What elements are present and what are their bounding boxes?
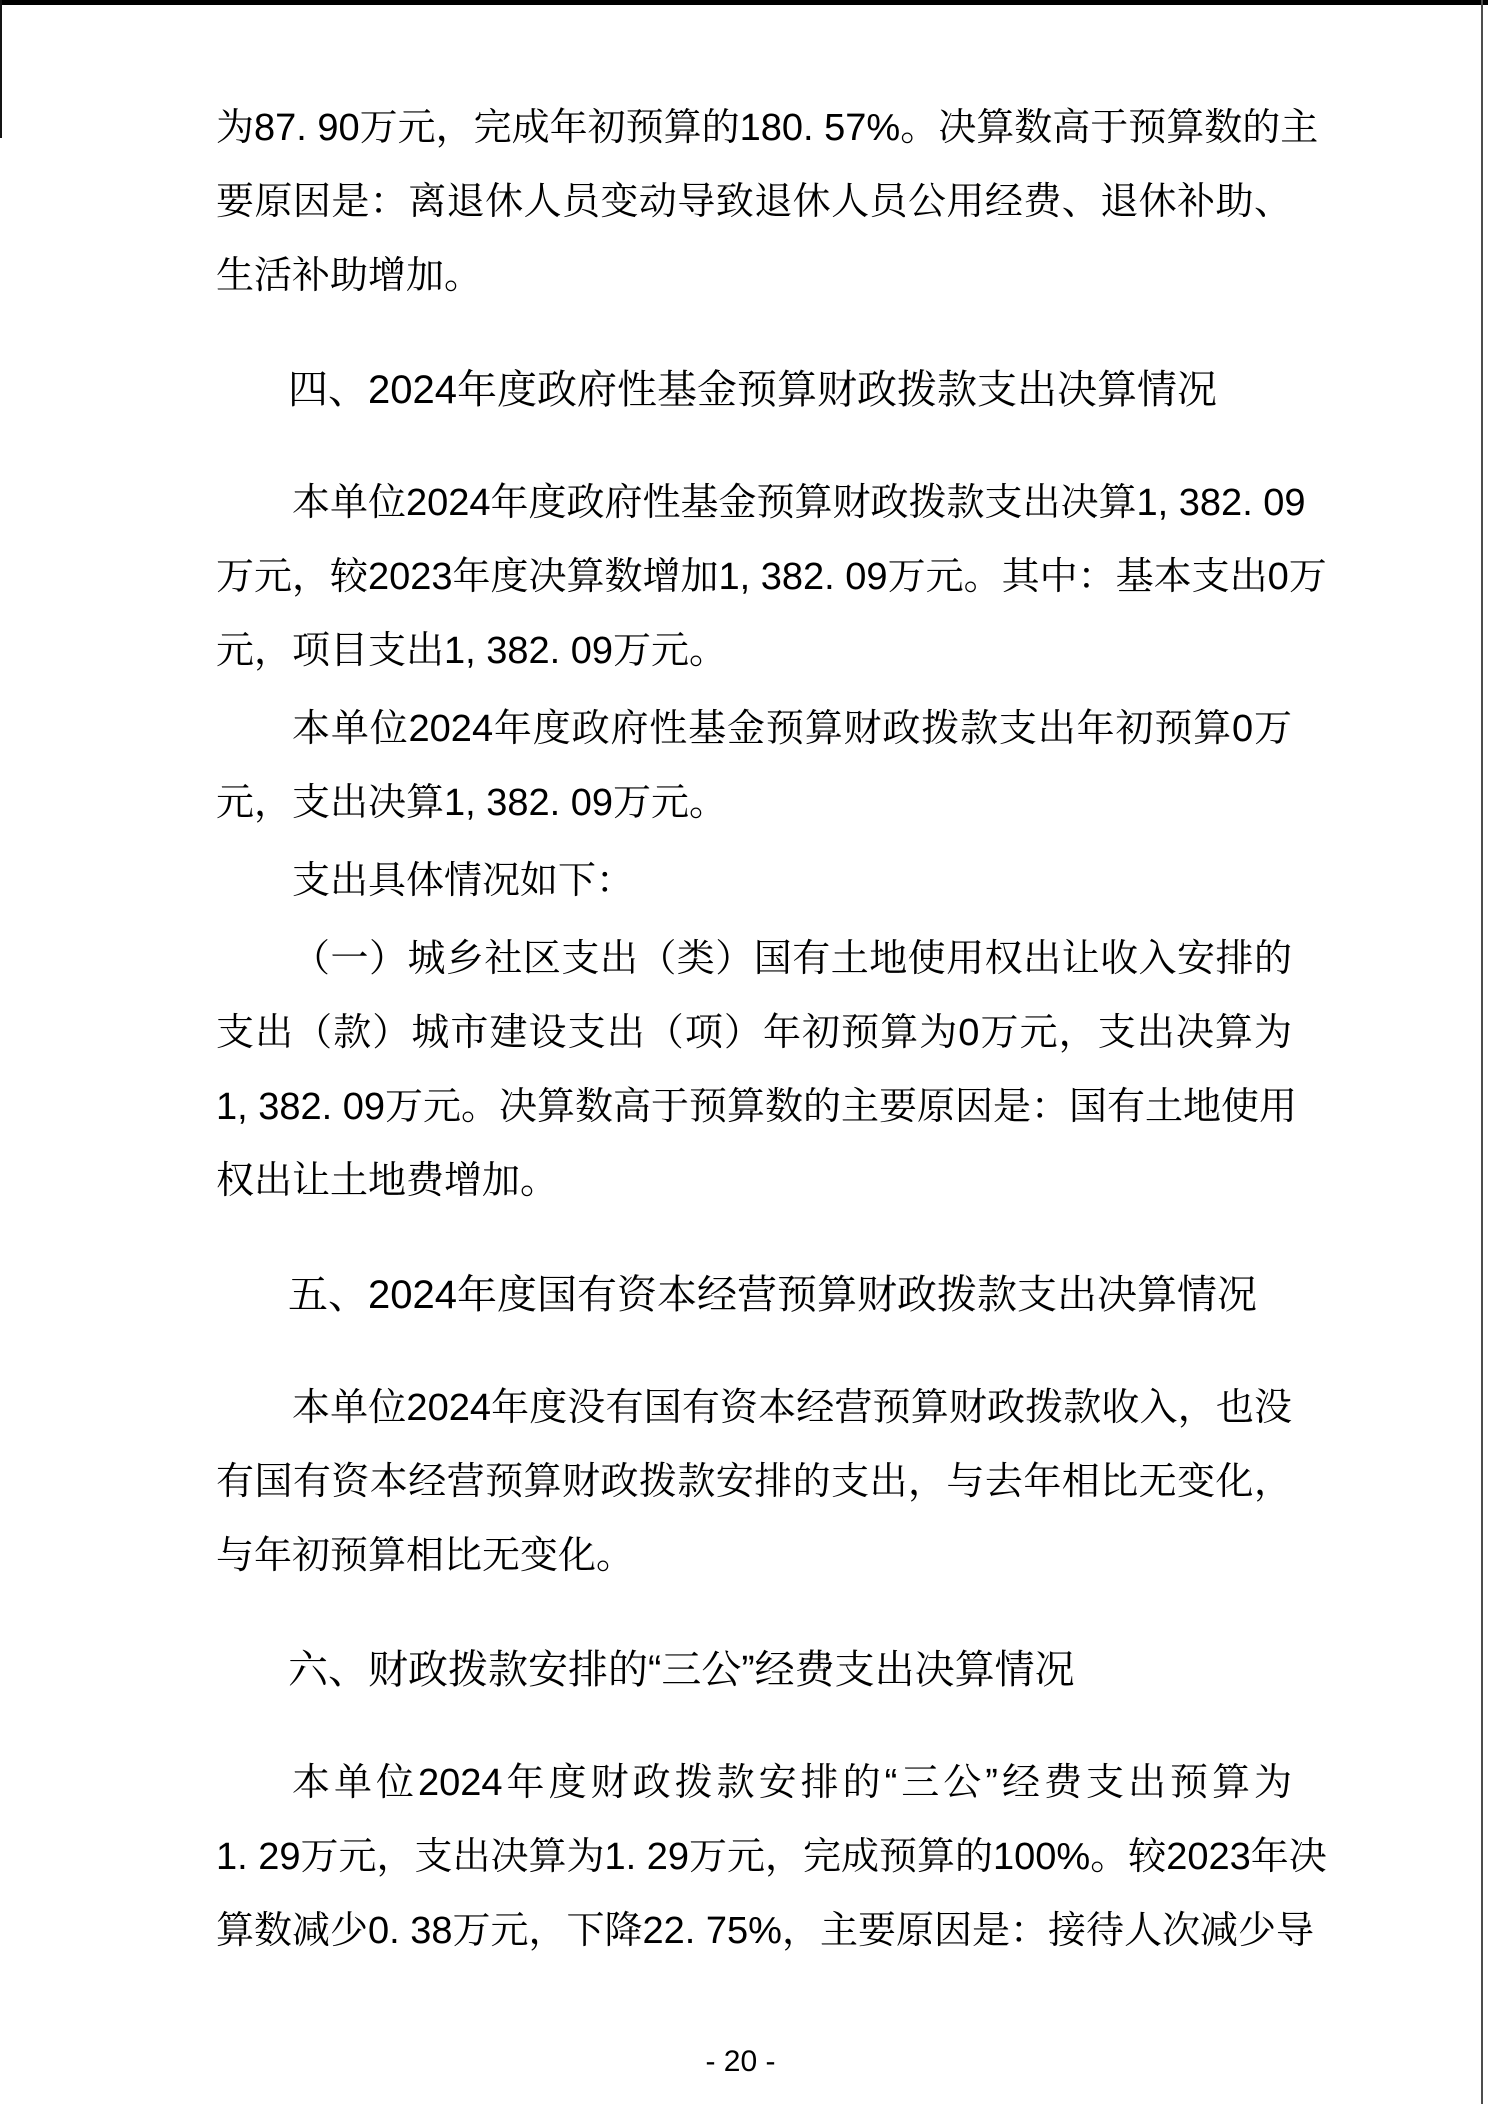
text-line: 本单位2024年度没有国有资本经营预算财政拨款收入，也没 bbox=[292, 1387, 1292, 1429]
text-line: 万元，较2023年度决算数增加1, 382. 09万元。其中：基本支出0万 bbox=[216, 556, 1327, 598]
text-line: （一）城乡社区支出（类）国有土地使用权出让收入安排的 bbox=[292, 938, 1292, 980]
text-line: 支出（款）城市建设支出（项）年初预算为0万元，支出决算为 bbox=[216, 1012, 1292, 1054]
section-heading-six: 六、财政拨款安排的“三公”经费支出决算情况 bbox=[288, 1648, 1075, 1692]
text-line: 与年初预算相比无变化。 bbox=[216, 1535, 635, 1577]
text-line: 元，项目支出1, 382. 09万元。 bbox=[216, 630, 728, 672]
scan-edge-left bbox=[0, 0, 2, 138]
text-line: 元，支出决算1, 382. 09万元。 bbox=[216, 782, 728, 824]
text-line: 要原因是：离退休人员变动导致退休人员公用经费、退休补助、 bbox=[216, 181, 1292, 223]
text-line: 本单位2024年度财政拨款安排的“三公”经费支出预算为 bbox=[292, 1762, 1292, 1804]
text-line: 本单位2024年度政府性基金预算财政拨款支出年初预算0万 bbox=[292, 708, 1292, 750]
paragraph bbox=[216, 692, 1292, 840]
paragraph bbox=[216, 91, 1319, 313]
page-number: - 20 - bbox=[705, 2045, 776, 2078]
text-line: 1. 29万元，支出决算为1. 29万元，完成预算的100%。较2023年决 bbox=[216, 1836, 1327, 1878]
section-heading-five: 五、2024年度国有资本经营预算财政拨款支出决算情况 bbox=[288, 1273, 1257, 1317]
text-line: 算数减少0. 38万元，下降22. 75%，主要原因是：接待人次减少导 bbox=[216, 1910, 1314, 1952]
paragraph bbox=[216, 466, 1327, 688]
paragraph bbox=[216, 1746, 1327, 1968]
paragraph bbox=[216, 1371, 1292, 1593]
text-line: 生活补助增加。 bbox=[216, 255, 483, 297]
section-heading-four: 四、2024年度政府性基金预算财政拨款支出决算情况 bbox=[288, 368, 1217, 412]
paragraph bbox=[216, 844, 1292, 918]
text-line: 支出具体情况如下： bbox=[292, 860, 635, 902]
paragraph bbox=[216, 922, 1298, 1218]
text-line: 本单位2024年度政府性基金预算财政拨款支出决算1, 382. 09 bbox=[292, 482, 1306, 524]
scan-edge-right bbox=[1481, 0, 1483, 2104]
text-line: 有国有资本经营预算财政拨款安排的支出，与去年相比无变化， bbox=[216, 1461, 1292, 1503]
document-content bbox=[216, 0, 1327, 1968]
text-line: 权出让土地费增加。 bbox=[216, 1160, 559, 1202]
text-line: 1, 382. 09万元。决算数高于预算数的主要原因是：国有土地使用 bbox=[216, 1086, 1298, 1128]
text-line: 为87. 90万元，完成年初预算的180. 57%。决算数高于预算数的主 bbox=[216, 107, 1319, 149]
